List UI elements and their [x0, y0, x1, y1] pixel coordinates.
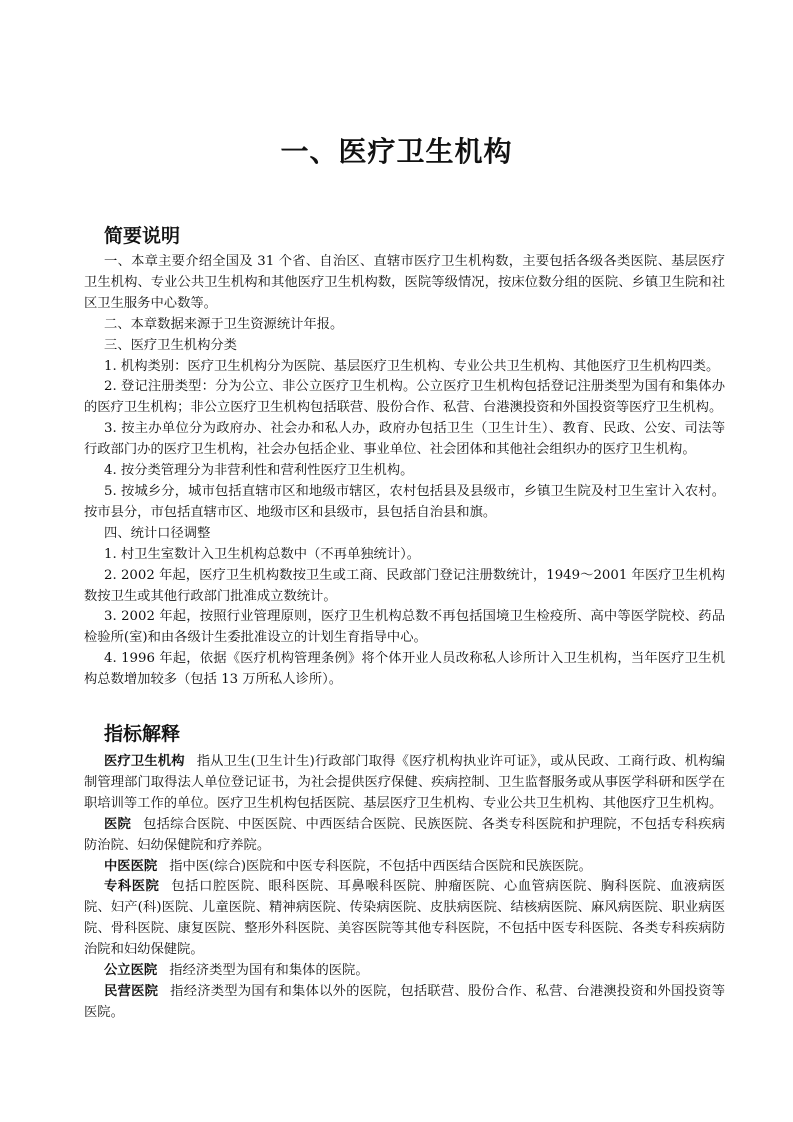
section-heading-summary: 简要说明 — [104, 225, 181, 247]
definition-term: 专科医院 — [104, 879, 160, 895]
definition-term: 中医医院 — [104, 858, 158, 874]
definition-term: 医疗卫生机构 — [104, 754, 185, 769]
definition-term: 医院 — [104, 816, 132, 832]
page-title: 一、医疗卫生机构 — [280, 135, 513, 168]
paragraph: 2. 登记注册类型：分为公立、非公立医疗卫生机构。公立医疗卫生机构包括登记注册类型为国有和集体办的医疗卫生机构；非公立医疗卫生机构包括联营、股份合作、私营、台港澳投资和外国投资等医疗卫生机构。 — [84, 379, 725, 416]
definition-item — [84, 857, 725, 878]
definition-text: 指经济类型为国有和集体以外的医院，包括联营、股份合作、私营、台港澳投资和外国投资等医院。 — [84, 983, 726, 1020]
definition-text: 指经济类型为国有和集体的医院。 — [169, 963, 369, 979]
definition-text: 包括综合医院、中医医院、中西医结合医院、民族医院、各类专科医院和护理院，不包括专科疾病防治院、妇幼保健院和疗养院。 — [84, 816, 725, 853]
paragraph: 1. 机构类别：医疗卫生机构分为医院、基层医疗卫生机构、专业公共卫生机构、其他医疗卫生机构四类。 — [104, 358, 720, 374]
paragraph: 1. 村卫生室数计入卫生机构总数中（不再单独统计）。 — [104, 546, 421, 562]
definition-term: 民营医院 — [104, 983, 159, 999]
paragraph: 3. 按主办单位分为政府办、社会办和私人办，政府办包括卫生（卫生计生）、教育、民政、公安、司法等行政部门办的医疗卫生机构，社会办包括企业、事业单位、社会团体和其他社会组织办的医疗卫生机构。 — [84, 421, 725, 458]
paragraph: 三、医疗卫生机构分类 — [104, 337, 237, 353]
paragraph: 4. 按分类管理分为非营利性和营利性医疗卫生机构。 — [104, 463, 414, 479]
definition-text: 指从卫生(卫生计生)行政部门取得《医疗机构执业许可证》，或从民政、工商行政、机构编制管理部门取得法人单位登记证书，为社会提供医疗保健、疾病控制、卫生监督服务或从事医学科研和医学在职培训等工作的单位。医疗卫生机构包括医院、基层医疗卫生机构、专业公共卫生机构、其他医疗卫生机构。 — [84, 754, 725, 811]
paragraph: 3. 2002 年起，按照行业管理原则，医疗卫生机构总数不再包括国境卫生检疫所、高中等医学院校、药品检验所(室)和由各级计生委批准设立的计划生育指导中心。 — [84, 609, 725, 646]
paragraph: 一、本章主要介绍全国及 31 个省、自治区、直辖市医疗卫生机构数，主要包括各级各类医院、基层医疗卫生机构、专业公共卫生机构和其他医疗卫生机构数，医院等级情况，按床位数分组的医院、乡镇卫生院和社区卫生服务中心数等。 — [84, 254, 725, 311]
paragraph: 5. 按城乡分，城市包括直辖市区和地级市辖区，农村包括县及县级市，乡镇卫生院及村卫生室计入农村。按市县分，市包括直辖市区、地级市区和县级市，县包括自治县和旗。 — [84, 483, 725, 520]
paragraph: 2. 2002 年起，医疗卫生机构数按卫生或工商、民政部门登记注册数统计，1949～2001 年医疗卫生机构数按卫生或其他行政部门批准成立数统计。 — [84, 567, 725, 604]
definition-text: 指中医(综合)医院和中医专科医院，不包括中西医结合医院和民族医院。 — [169, 858, 592, 874]
summary-section — [84, 252, 725, 691]
definitions-section — [84, 752, 725, 1024]
definition-item — [84, 752, 725, 815]
definition-item — [84, 815, 725, 857]
definition-term: 公立医院 — [104, 963, 158, 979]
paragraph: 四、统计口径调整 — [104, 525, 211, 541]
definition-text: 包括口腔医院、眼科医院、耳鼻喉科医院、肿瘤医院、心血管病医院、胸科医院、血液病医院、妇产(科)医院、儿童医院、精神病医院、传染病医院、皮肤病医院、结核病医院、麻风病医院、职业病医院、骨科医院、康复医院、整形外科医院、美容医院等其他专科医院，不包括中医专科医院、各类专科疾病防治院和妇幼保健院。 — [84, 879, 726, 958]
definition-item — [84, 877, 725, 961]
paragraph: 4. 1996 年起，依据《医疗机构管理条例》将个体开业人员改称私人诊所计入卫生机构，当年医疗卫生机构总数增加较多（包括 13 万所私人诊所）。 — [84, 651, 725, 688]
section-heading-definitions: 指标解释 — [104, 723, 181, 745]
paragraph: 二、本章数据来源于卫生资源统计年报。 — [104, 316, 344, 332]
definition-item — [84, 982, 725, 1024]
definition-item — [84, 961, 725, 982]
